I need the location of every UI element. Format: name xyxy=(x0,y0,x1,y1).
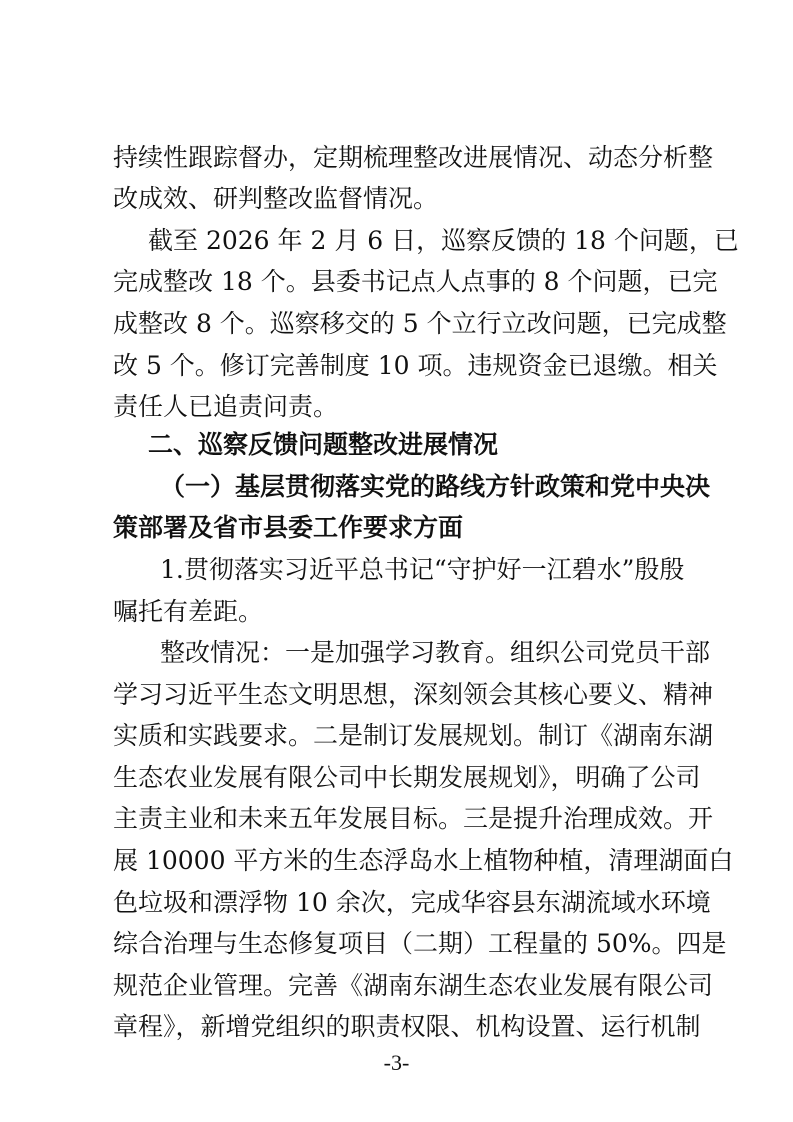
section-heading: 二、巡察反馈问题整改进展情况 xyxy=(148,430,499,459)
paragraph-line: 成整改 8 个。巡察移交的 5 个立行立改问题，已完成整 xyxy=(113,309,727,338)
paragraph-line: 实质和实践要求。二是制订发展规划。制订《湖南东湖 xyxy=(113,721,714,750)
paragraph-line: 改成效、研判整改监督情况。 xyxy=(113,184,439,213)
subsection-heading: （一）基层贯彻落实党的路线方针政策和党中央决 xyxy=(160,472,711,501)
paragraph-line: 生态农业发展有限公司中长期发展规划》，明确了公司 xyxy=(113,763,701,792)
item-heading: 嘱托有差距。 xyxy=(113,597,264,626)
paragraph-line: 整改情况：一是加强学习教育。组织公司党员干部 xyxy=(160,638,711,667)
paragraph-line: 章程》，新增党组织的职责权限、机构设置、运行机制 xyxy=(113,1012,701,1041)
paragraph-line: 规范企业管理。完善《湖南东湖生态农业发展有限公司 xyxy=(113,971,714,1000)
paragraph-line: 截至 2026 年 2 月 6 日，巡察反馈的 18 个问题，已 xyxy=(148,226,739,255)
paragraph-line: 持续性跟踪督办，定期梳理整改进展情况、动态分析整 xyxy=(113,143,714,172)
page-number: -3- xyxy=(383,1050,410,1075)
paragraph-line: 责任人已追责问责。 xyxy=(113,392,339,421)
subsection-heading: 策部署及省市县委工作要求方面 xyxy=(113,513,464,542)
paragraph-line: 完成整改 18 个。县委书记点人点事的 8 个问题，已完 xyxy=(113,267,718,296)
paragraph-line: 改 5 个。修订完善制度 10 项。违规资金已退缴。相关 xyxy=(113,351,718,380)
paragraph-line: 综合治理与生态修复项目（二期）工程量的 50%。四是 xyxy=(113,929,727,958)
paragraph-line: 学习习近平生态文明思想，深刻领会其核心要义、精神 xyxy=(113,680,714,709)
paragraph-line: 展 10000 平方米的生态浮岛水上植物种植，清理湖面白 xyxy=(113,846,734,875)
item-heading: 1.贯彻落实习近平总书记“守护好一江碧水”殷殷 xyxy=(160,555,685,584)
paragraph-line: 主责主业和未来五年发展目标。三是提升治理成效。开 xyxy=(113,804,714,833)
paragraph-line: 色垃圾和漂浮物 10 余次，完成华容县东湖流域水环境 xyxy=(113,888,711,917)
